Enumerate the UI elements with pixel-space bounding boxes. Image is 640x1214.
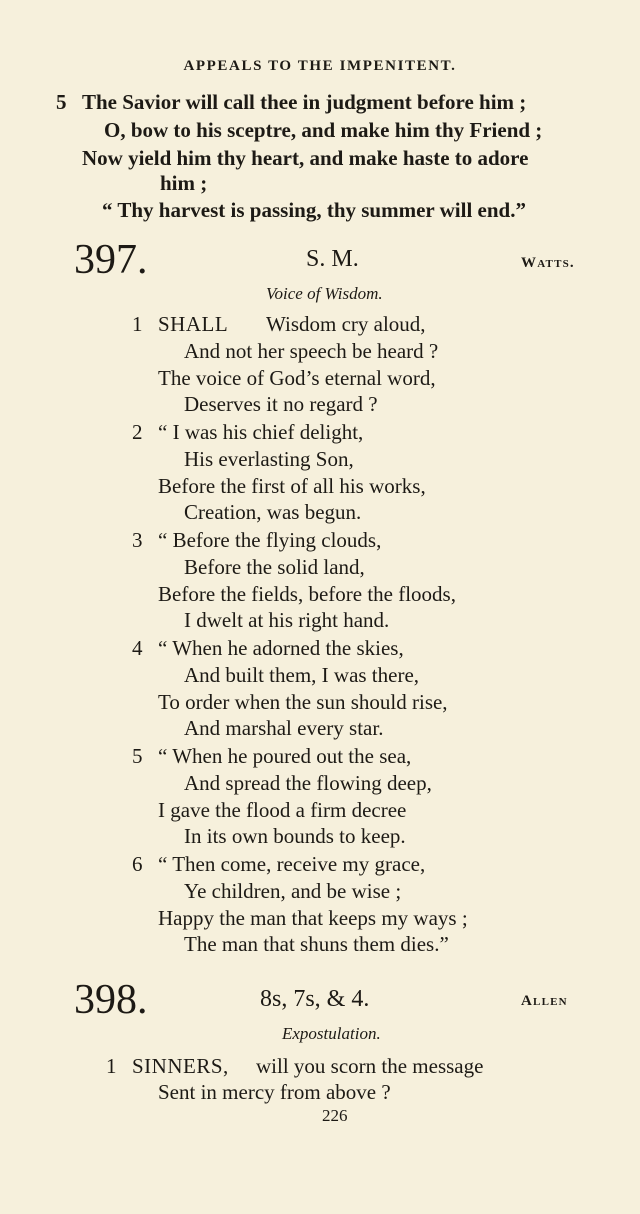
- hymn-meter: S. M.: [306, 246, 359, 272]
- verse-line: “ Thy harvest is passing, thy summer will end.”: [102, 198, 526, 222]
- page-number: 226: [322, 1106, 348, 1125]
- verse-line: In its own bounds to keep.: [184, 824, 406, 848]
- verse-line: The man that shuns them dies.”: [184, 932, 449, 956]
- hymn-meter: 8s, 7s, & 4.: [260, 986, 370, 1012]
- verse-line: Before the solid land,: [184, 555, 365, 579]
- verse-line: His everlasting Son,: [184, 447, 354, 471]
- verse-number: 1: [106, 1054, 117, 1078]
- verse-line: him ;: [160, 171, 208, 195]
- verse-line: will you scorn the message: [256, 1054, 484, 1078]
- verse-first-word: SHALL: [158, 312, 229, 336]
- verse-line: “ Before the flying clouds,: [158, 528, 382, 552]
- verse-line: And not her speech be heard ?: [184, 339, 439, 363]
- verse-line: Before the first of all his works,: [158, 474, 426, 498]
- verse-line: And built them, I was there,: [184, 663, 420, 687]
- hymn-author: Allen: [521, 993, 568, 1009]
- verse-number: 6: [132, 852, 143, 876]
- hymn-author: Watts.: [521, 255, 575, 271]
- verse-line: Creation, was begun.: [184, 500, 362, 524]
- verse-line: O, bow to his sceptre, and make him thy Friend ;: [104, 118, 543, 142]
- running-header: APPEALS TO THE IMPENITENT.: [183, 58, 457, 74]
- verse-line: Ye children, and be wise ;: [184, 879, 402, 903]
- verse-number: 1: [132, 312, 143, 336]
- verse-line: “ When he poured out the sea,: [158, 744, 412, 768]
- verse-number: 5: [132, 744, 143, 768]
- verse-line: “ I was his chief delight,: [158, 420, 364, 444]
- verse-line: “ When he adorned the skies,: [158, 636, 404, 660]
- verse-number: 2: [132, 420, 143, 444]
- verse-line: I dwelt at his right hand.: [184, 608, 390, 632]
- verse-line: Deserves it no regard ?: [184, 392, 378, 416]
- hymn-number: 398.: [74, 977, 148, 1023]
- verse-first-word: SINNERS,: [132, 1054, 229, 1078]
- verse-line: I gave the flood a firm decree: [158, 798, 407, 822]
- hymn-number: 397.: [74, 237, 148, 283]
- verse-line: And spread the flowing deep,: [184, 771, 432, 795]
- verse-line: Happy the man that keeps my ways ;: [158, 906, 468, 930]
- verse-line: Wisdom cry aloud,: [266, 312, 426, 336]
- verse-line: To order when the sun should rise,: [158, 690, 448, 714]
- verse-number: 3: [132, 528, 143, 552]
- verse-line: Before the fields, before the floods,: [158, 582, 456, 606]
- hymn-title: Expostulation.: [282, 1024, 381, 1043]
- hymn-title: Voice of Wisdom.: [266, 284, 383, 303]
- verse-line: “ Then come, receive my grace,: [158, 852, 426, 876]
- verse-line: And marshal every star.: [184, 716, 384, 740]
- verse-line: Sent in mercy from above ?: [158, 1080, 391, 1104]
- verse-line: Now yield him thy heart, and make haste to adore: [82, 146, 529, 170]
- verse-number: 4: [132, 636, 143, 660]
- verse-line: The voice of God’s eternal word,: [158, 366, 436, 390]
- verse-number: 5: [56, 90, 67, 114]
- verse-line: The Savior will call thee in judgment before him ;: [82, 90, 527, 114]
